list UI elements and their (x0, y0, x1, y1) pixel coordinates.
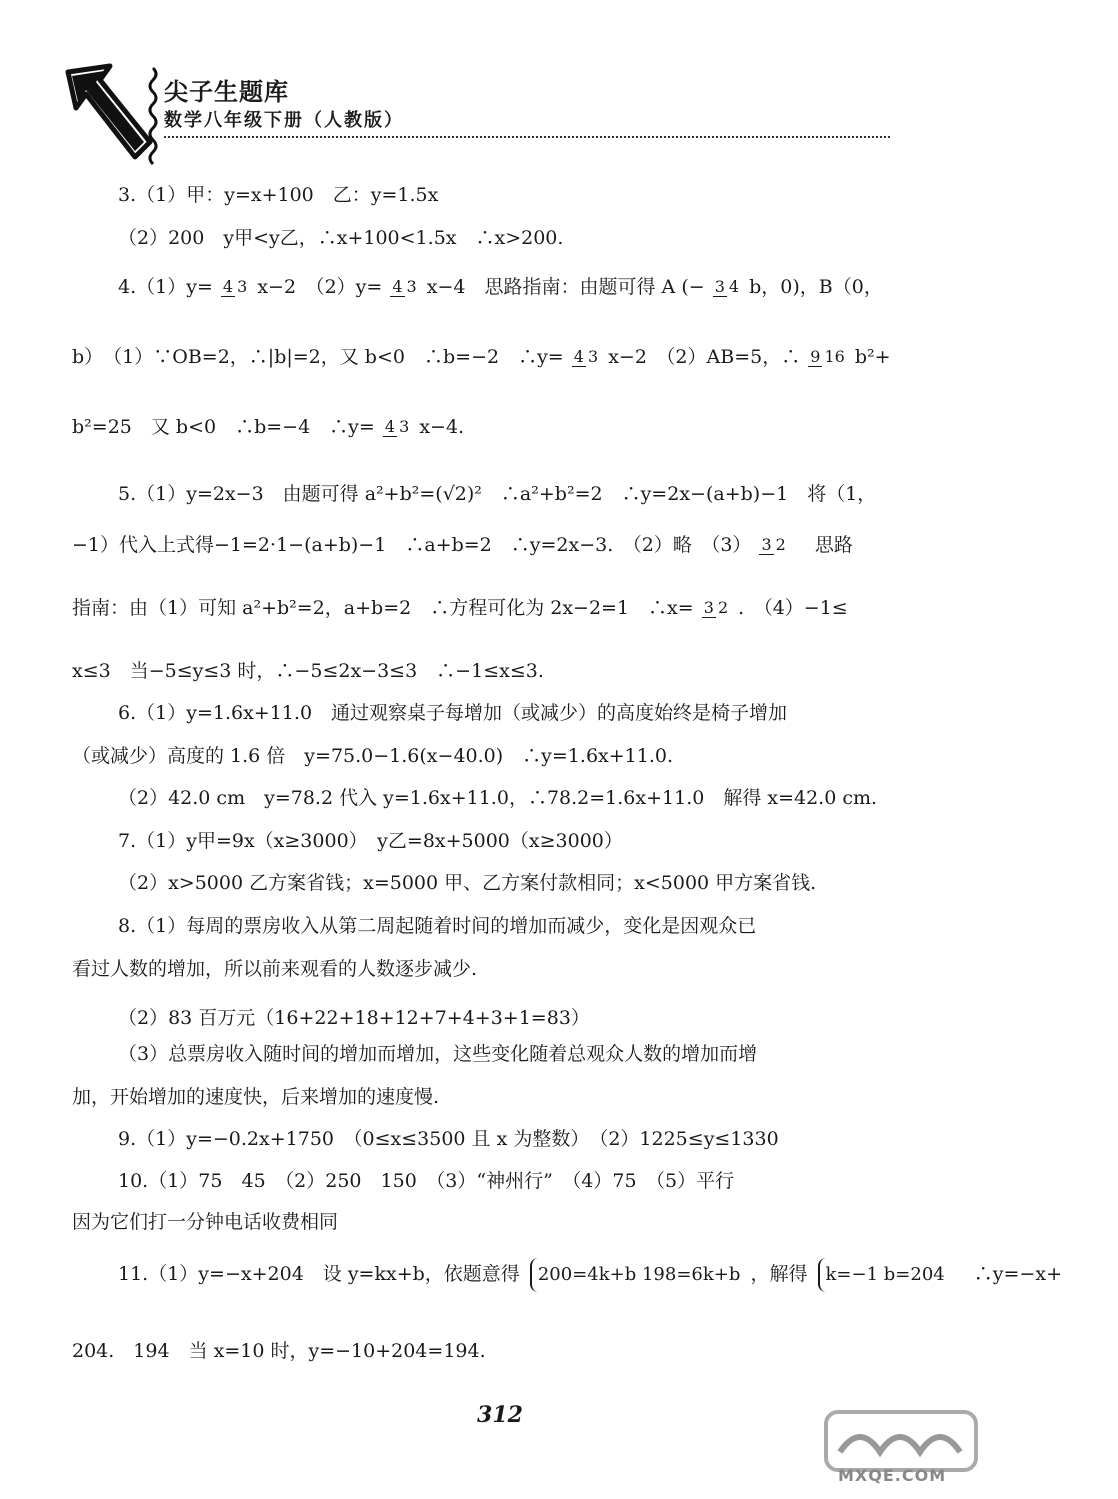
numerator: 4 (384, 417, 396, 437)
fraction (713, 279, 741, 297)
book-subtitle: 数学八年级下册（人教版） (164, 110, 404, 131)
watermark-text: MXQE.COM (838, 1466, 947, 1485)
answer-line (0, 1258, 1118, 1292)
fraction (759, 537, 787, 555)
denominator: 3 (406, 277, 417, 297)
text-segment: b） （1）∵OB=2，∴|b|=2，又 b<0 ∴b=−2 ∴y= (72, 346, 564, 368)
answer-line (0, 418, 1072, 437)
answer-line: 5.（1）y=2x−3 由题可得 a²+b²=(√2)² ∴a²+b²=2 ∴y=2x−(a+b)−1 将（1， (118, 483, 877, 505)
answer-line: 看过人数的增加，所以前来观看的人数逐步减少. (72, 958, 478, 980)
text-segment: x−4. (419, 416, 465, 438)
answer-line: 7.（1）y甲=9x（x≥3000） y乙=8x+5000（x≥3000） (118, 830, 623, 852)
answer-line (0, 278, 1118, 297)
header-dotted-rule (164, 136, 890, 138)
text-segment: b²=25 又 b<0 ∴b=−4 ∴y= (72, 416, 375, 438)
text-segment: ，解得 (750, 1263, 808, 1286)
fraction (702, 600, 730, 618)
denominator: 2 (775, 535, 786, 555)
answer-line: （或减少）高度的 1.6 倍 y=75.0−1.6(x−40.0) ∴y=1.6x+11.0. (72, 745, 674, 767)
text-segment: 4.（1）y= (118, 276, 213, 298)
answer-line: 9.（1）y=−0.2x+1750 （0≤x≤3500 且 x 为整数） （2）1225≤y≤1330 (118, 1128, 779, 1150)
numerator: 3 (714, 277, 725, 297)
answer-line (0, 599, 1072, 618)
equation: k=−1 (825, 1264, 879, 1285)
answer-line: 3.（1）甲：y=x+100 乙：y=1.5x (118, 184, 439, 206)
numerator: 4 (222, 277, 234, 297)
numerator: 3 (761, 535, 772, 555)
text-segment: (− (681, 276, 705, 298)
numerator: 4 (392, 277, 403, 297)
text-segment: x−2 （2）AB=5，∴ (608, 346, 801, 368)
solution-system (818, 1258, 945, 1292)
fraction (808, 349, 847, 367)
answer-line: 204. 194 当 x=10 时，y=−10+204=194. (72, 1340, 486, 1362)
answer-line (0, 536, 1072, 555)
answer-line: （3）总票房收入随时间的增加而增加，这些变化随着总观众人数的增加而增 (118, 1043, 758, 1065)
text-segment: b²+ (854, 346, 891, 368)
numerator: 3 (703, 598, 714, 618)
page-number: 312 (477, 1402, 523, 1428)
answer-line: （2）42.0 cm y=78.2 代入 y=1.6x+11.0，∴78.2=1.6x+11.0 解得 x=42.0 cm. (118, 787, 878, 809)
text-segment: b，0)，B（0， (749, 276, 883, 298)
denominator: 16 (824, 347, 845, 367)
denominator: 3 (237, 277, 248, 297)
equation-system (530, 1258, 741, 1292)
answer-line: （2）83 百万元（16+22+18+12+7+4+3+1=83） (118, 1007, 590, 1029)
text-segment: x−2 （2）y= (257, 276, 383, 298)
page-header (60, 62, 890, 172)
text-segment: 思路 (795, 534, 853, 556)
equation: 200=4k+b (537, 1264, 637, 1285)
answer-line (0, 348, 1072, 367)
fraction (383, 419, 411, 437)
numerator: 9 (810, 347, 821, 367)
answer-line: 因为它们打一分钟电话收费相同 (72, 1211, 339, 1233)
answer-line: 6.（1）y=1.6x+11.0 通过观察桌子每增加（或减少）的高度始终是椅子增加 (118, 702, 788, 724)
answer-line: （2）200 y甲<y乙，∴x+100<1.5x ∴x>200. (118, 227, 564, 249)
fraction (221, 279, 249, 297)
text-segment: x−4 思路指南：由题可得 A (426, 276, 676, 298)
denominator: 3 (399, 417, 410, 437)
equation: b=204 (883, 1264, 945, 1285)
fraction (572, 349, 600, 367)
denominator: 4 (728, 277, 740, 297)
fraction (390, 279, 418, 297)
answer-line: x≤3 当−5≤y≤3 时，∴−5≤2x−3≤3 ∴−1≤x≤3. (72, 660, 544, 682)
answer-line: （2）x>5000 乙方案省钱；x=5000 甲、乙方案付款相同；x<5000 甲方案省钱. (118, 872, 817, 894)
text-segment: 11.（1）y=−x+204 设 y=kx+b，依题意得 (118, 1263, 520, 1286)
answer-line: 加，开始增加的速度快，后来增加的速度慢. (72, 1086, 440, 1108)
denominator: 2 (717, 598, 729, 618)
text-segment: . （4）−1≤ (738, 597, 848, 619)
numerator: 4 (573, 347, 584, 367)
text-segment: ∴y=−x+ (954, 1263, 1062, 1286)
arrow-logo-icon (60, 62, 155, 167)
wave-divider-icon (146, 68, 160, 168)
text-segment: −1）代入上式得−1=2·1−(a+b)−1 ∴a+b=2 ∴y=2x−3. （2）略 （3） (72, 534, 752, 556)
denominator: 3 (587, 347, 599, 367)
answer-line: 10.（1）75 45 （2）250 150 （3）“神州行” （4）75 （5）平行 (118, 1170, 735, 1192)
answer-line: 8.（1）每周的票房收入从第二周起随着时间的增加而减少，变化是因观众已 (118, 915, 757, 937)
book-series-title: 尖子生题库 (164, 78, 289, 106)
equation: 198=6k+b (641, 1264, 741, 1285)
text-segment: 指南：由（1）可知 a²+b²=2，a+b=2 ∴方程可化为 2x−2=1 ∴x= (72, 597, 694, 619)
